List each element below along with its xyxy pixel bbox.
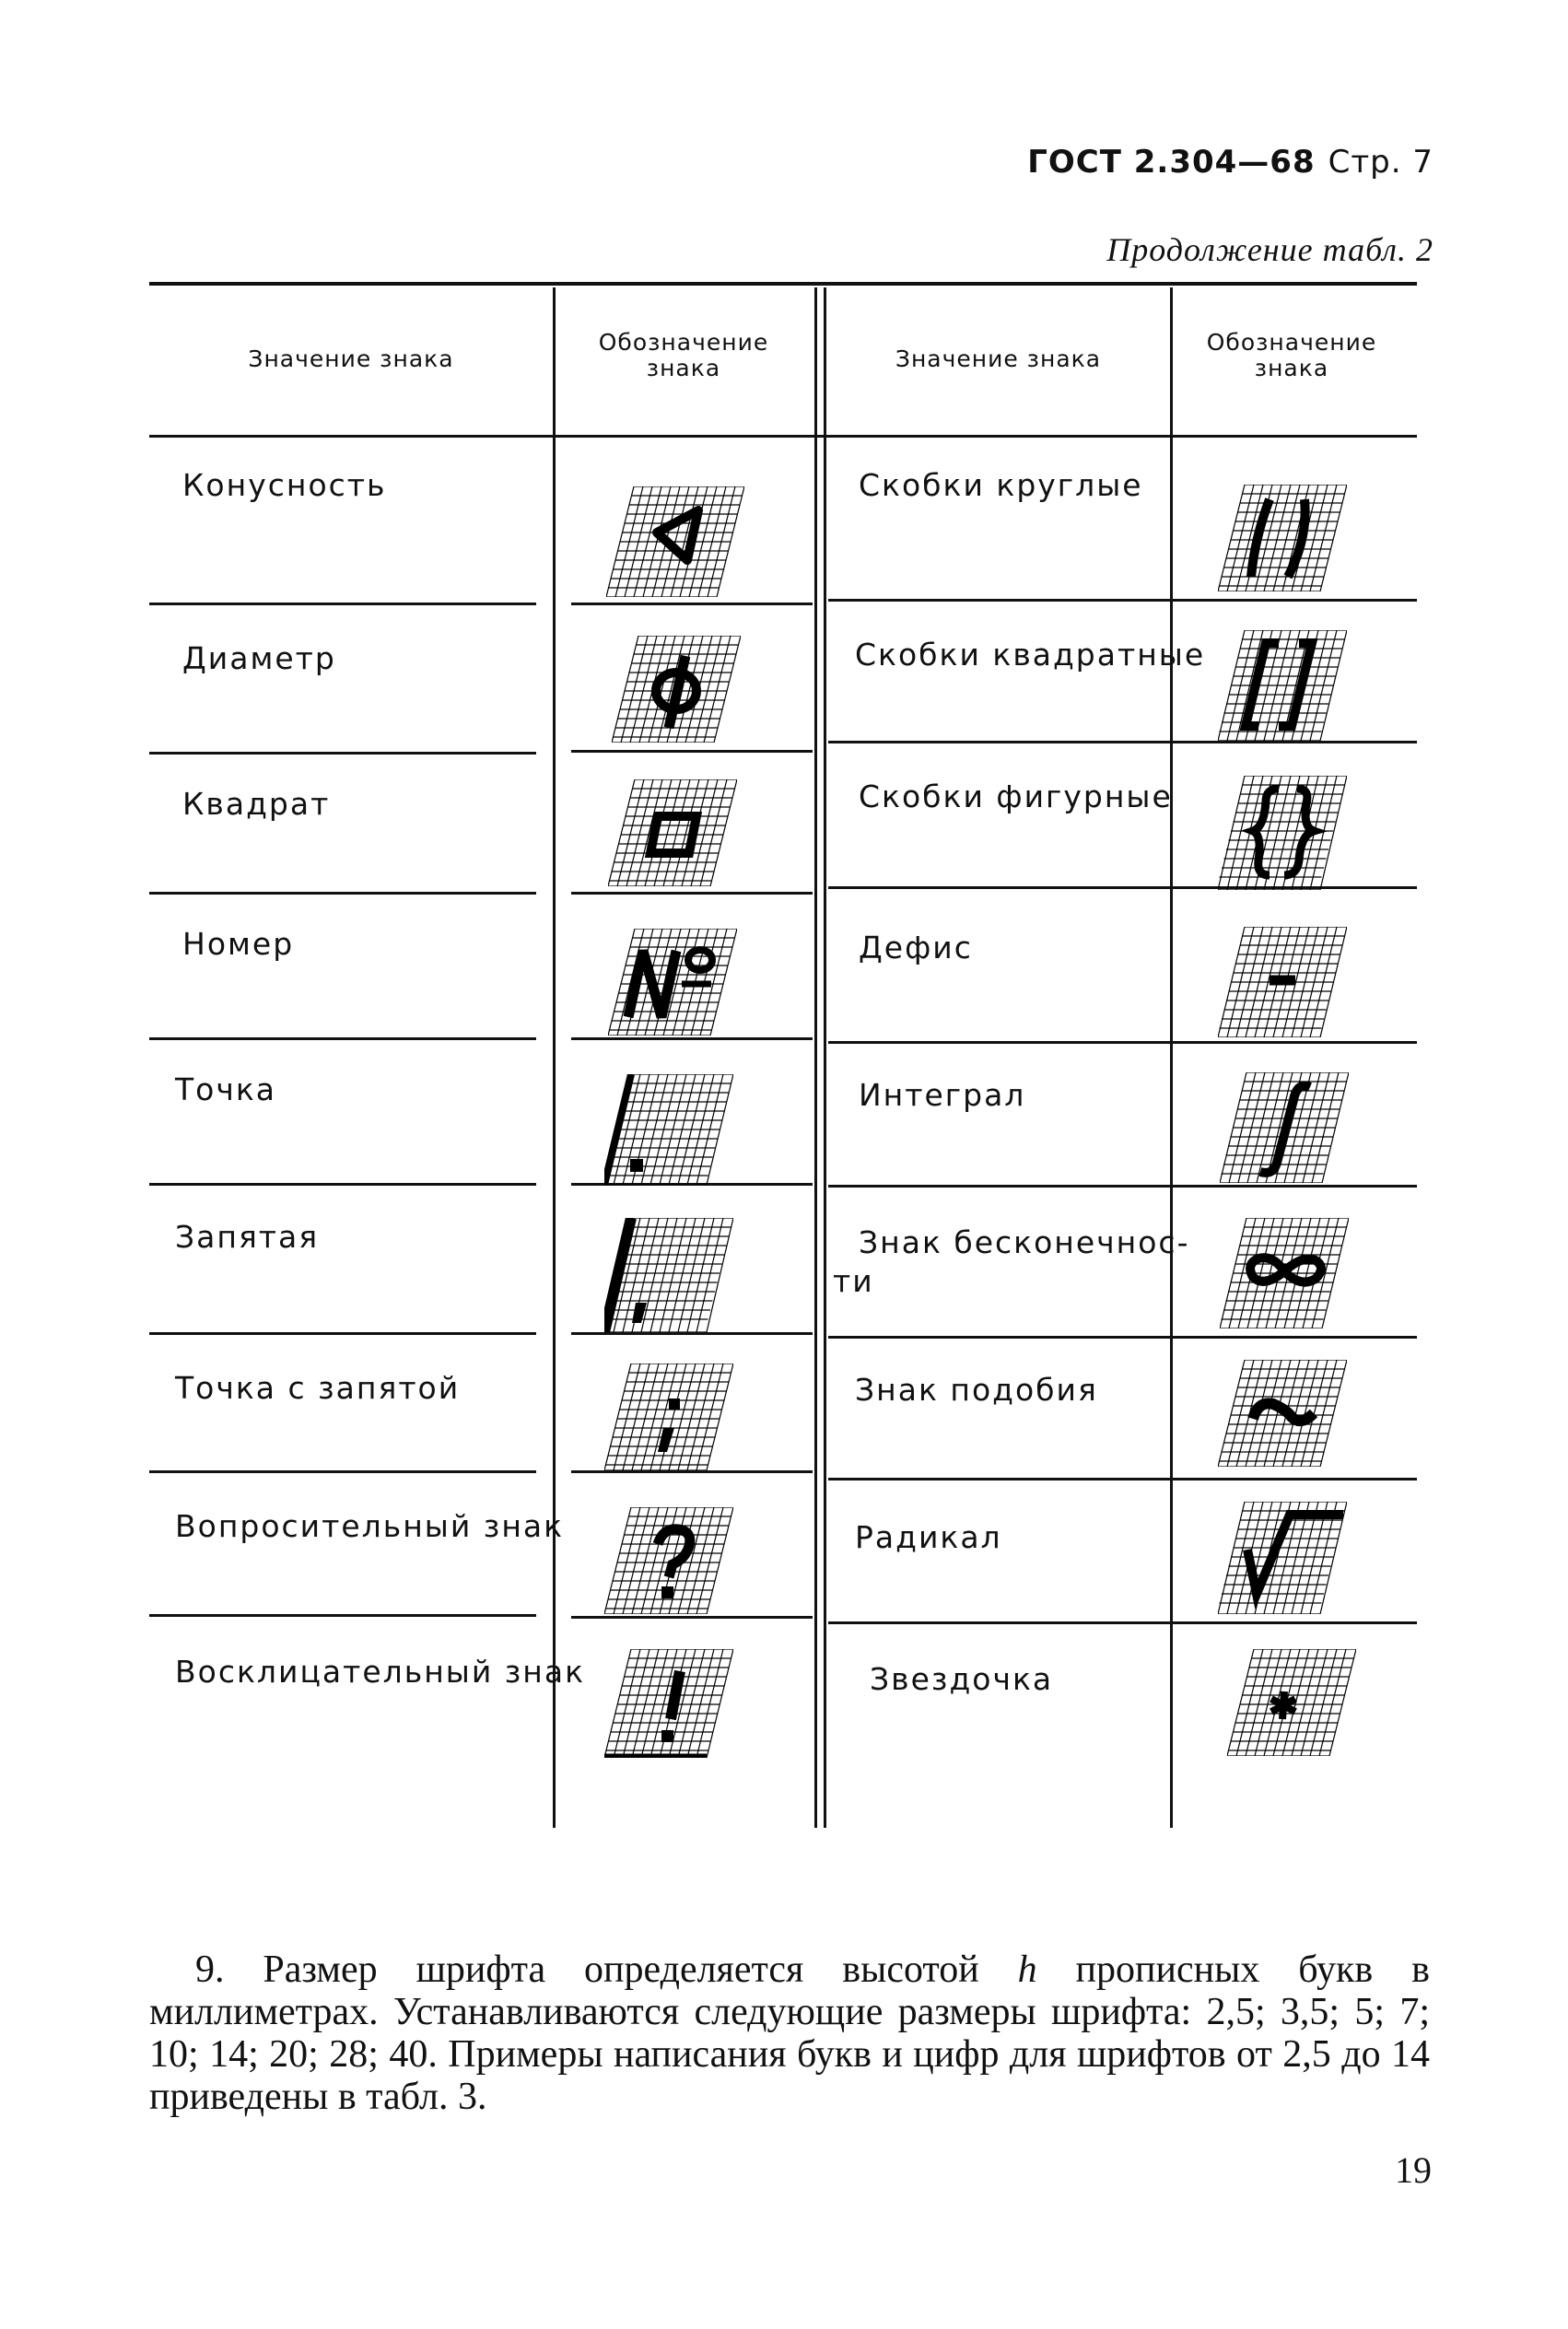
row-rule (571, 603, 813, 605)
page-label: Стр. 7 (1328, 144, 1433, 181)
row-label-infinity-cont: ти (833, 1263, 874, 1299)
row-rule (149, 1183, 536, 1186)
cone-icon (606, 486, 744, 597)
row-rule (828, 1041, 1417, 1044)
paragraph-text (149, 1949, 1430, 2118)
row-rule (571, 750, 813, 753)
table-top-rule (149, 282, 1417, 286)
number-sign-icon (608, 929, 737, 1036)
row-rule (828, 741, 1417, 743)
row-rule (571, 1037, 813, 1040)
column-divider-double-b (824, 287, 826, 1828)
row-rule (149, 752, 536, 755)
exclamation-mark-icon (604, 1649, 733, 1758)
integral-icon (1220, 1072, 1349, 1183)
row-rule (828, 1336, 1417, 1339)
row-label-comma: Запятая (175, 1219, 320, 1255)
row-rule (149, 1470, 536, 1473)
curly-brackets-icon (1218, 776, 1347, 890)
row-rule (571, 892, 813, 895)
row-rule (571, 1616, 813, 1619)
row-rule (571, 1332, 813, 1335)
row-label-integral: Интеграл (859, 1077, 1026, 1113)
row-rule (149, 1037, 536, 1040)
row-label-similarity: Знак подобия (855, 1372, 1098, 1408)
header-meaning-left: Значение знака (248, 345, 454, 372)
round-brackets-icon (1218, 485, 1347, 591)
header-designation-left: Обозначение знака (598, 329, 769, 381)
paragraph-part-2: прописных букв в миллиметрах. Устанавливаются следующие размеры шрифта: 2,5; 3,5; 5; 7; 10; 14; 20; 28; 40. Примеры написания букв и цифр для шрифтов от 2,5 до 14 приведены в табл. 3. (149, 1949, 1430, 2118)
row-label-question: Вопросительный знак (175, 1508, 565, 1544)
row-rule (828, 1478, 1417, 1480)
column-divider (553, 287, 556, 1828)
page-header (1027, 144, 1433, 181)
square-brackets-icon (1218, 630, 1347, 741)
row-label-asterisk: Звездочка (870, 1661, 1054, 1697)
row-label-semicolon: Точка с запятой (175, 1370, 461, 1406)
page-number: 19 (1395, 2149, 1432, 2191)
column-divider (1170, 287, 1173, 1828)
comma-icon (604, 1218, 733, 1332)
row-rule (828, 599, 1417, 602)
row-label-number: Номер (182, 926, 295, 962)
infinity-icon (1220, 1218, 1349, 1328)
hyphen-icon (1218, 927, 1347, 1037)
table-continuation-note: Продолжение табл. 2 (1106, 231, 1433, 268)
row-label-cone: Конусность (182, 467, 387, 503)
square-icon (608, 779, 737, 886)
row-rule (828, 1185, 1417, 1188)
table-header-rule (149, 435, 1417, 438)
header-designation-right: Обозначение знака (1206, 329, 1377, 381)
height-variable: h (1017, 1949, 1037, 1991)
similarity-icon (1218, 1360, 1347, 1467)
period-icon (604, 1074, 733, 1185)
row-label-square: Квадрат (182, 786, 331, 822)
semicolon-icon (604, 1363, 733, 1470)
row-label-infinity: Знак бесконечнос- (859, 1224, 1190, 1260)
paragraph-part-1: 9. Размер шрифта определяется высотой (195, 1949, 1018, 1991)
row-rule (149, 1332, 536, 1335)
radical-icon (1218, 1502, 1347, 1614)
row-label-hyphen: Дефис (859, 930, 973, 966)
gost-number: ГОСТ 2.304—68 (1027, 144, 1316, 181)
row-rule (571, 1470, 813, 1473)
row-label-round-brackets: Скобки круглые (859, 467, 1143, 503)
header-meaning-right: Значение знака (895, 345, 1102, 372)
font-size-paragraph (149, 1949, 1430, 2118)
row-rule (149, 1614, 536, 1617)
row-rule (149, 892, 536, 895)
row-label-exclamation: Восклицательный знак (175, 1654, 586, 1690)
symbols-table (149, 282, 1439, 1830)
row-rule (149, 603, 536, 605)
column-divider-double-a (814, 287, 817, 1828)
diameter-icon (612, 636, 741, 743)
asterisk-icon (1227, 1649, 1356, 1756)
question-mark-icon (604, 1507, 733, 1614)
row-label-period: Точка (175, 1071, 276, 1107)
row-label-curly-brackets: Скобки фигурные (859, 778, 1173, 814)
row-label-radical: Радикал (855, 1519, 1002, 1555)
row-label-diameter: Диаметр (182, 640, 336, 676)
row-rule (828, 1621, 1417, 1624)
row-label-square-brackets: Скобки квадратные (855, 637, 1206, 673)
